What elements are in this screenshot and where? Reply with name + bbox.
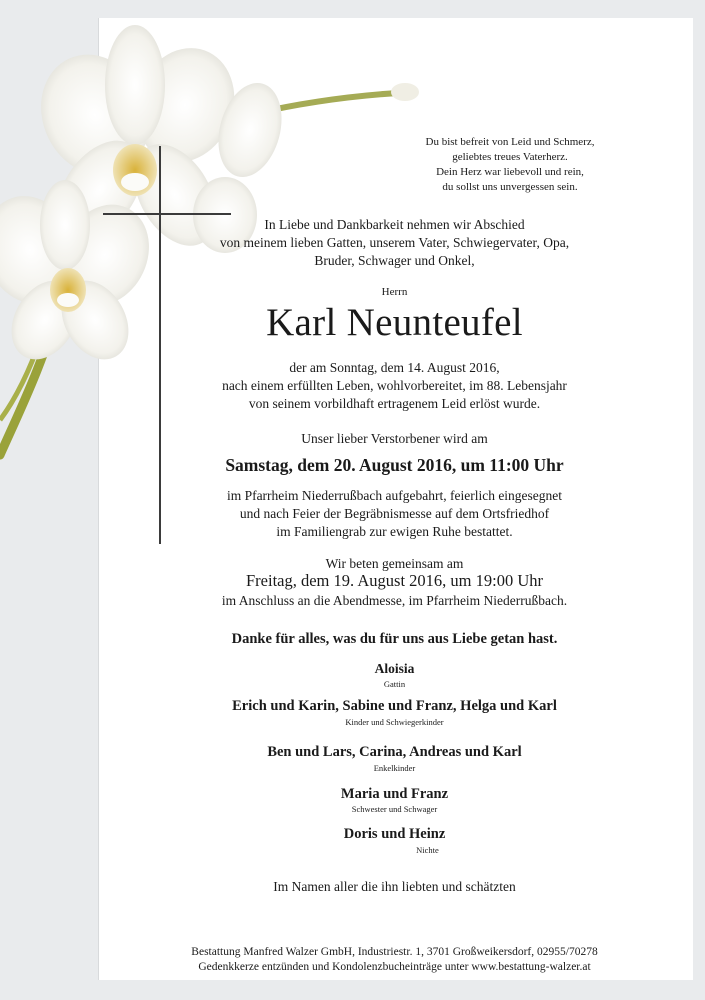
- footer-line: Gedenkkerze entzünden und Kondolenzbucheinträge unter www.bestattung-walzer.at: [198, 961, 591, 973]
- prayer-place: im Anschluss an die Abendmesse, im Pfarrheim Niederrußbach.: [221, 593, 568, 608]
- mourner-names: Ben und Lars, Carina, Andreas und Karl: [267, 744, 522, 760]
- mourner-relation: Nichte: [416, 845, 439, 855]
- poem-line: du sollst uns unvergessen sein.: [442, 181, 578, 193]
- funeral-details-line: im Pfarrheim Niederrußbach aufgebahrt, feierlich eingesegnet: [226, 488, 563, 503]
- mourner-names: Aloisia: [374, 661, 415, 676]
- intro-line: Bruder, Schwager und Onkel,: [314, 253, 475, 268]
- mourner-relation: Enkelkinder: [373, 763, 416, 773]
- mourner-names: Maria und Franz: [340, 786, 449, 802]
- poem-line: Dein Herz war liebevoll und rein,: [436, 166, 584, 178]
- poem: [360, 135, 660, 195]
- mourner-relation: Gattin: [383, 679, 406, 689]
- prayer-date: Freitag, dem 19. August 2016, um 19:00 Uhr: [246, 571, 543, 590]
- closing-line: Im Namen aller die ihn liebten und schätzten: [273, 879, 516, 894]
- death-notice-line: nach einem erfüllten Leben, wohlvorbereitet, im 88. Lebensjahr: [222, 378, 567, 393]
- mourner-relation: Schwester und Schwager: [351, 804, 438, 814]
- cross-bar: [103, 213, 231, 215]
- mourner-names: Erich und Karin, Sabine und Franz, Helga und Karl: [232, 698, 557, 714]
- prayer-intro: Wir beten gemeinsam am: [325, 556, 464, 571]
- funeral-intro: Unser lieber Verstorbener wird am: [301, 431, 488, 446]
- death-notice-line: von seinem vorbildhaft ertragenem Leid erlöst wurde.: [248, 396, 541, 411]
- death-notice-line: der am Sonntag, dem 14. August 2016,: [289, 360, 500, 375]
- intro-line: von meinem lieben Gatten, unserem Vater, Schwiegervater, Opa,: [219, 235, 570, 250]
- deceased-name: Karl Neunteufel: [266, 301, 523, 344]
- cross-icon: [159, 146, 161, 544]
- poem-line: geliebtes treues Vaterherz.: [452, 151, 568, 163]
- poem-line: Du bist befreit von Leid und Schmerz,: [425, 136, 595, 148]
- footer-line: Bestattung Manfred Walzer GmbH, Industriestr. 1, 3701 Großweikersdorf, 02955/70278: [191, 946, 598, 958]
- funeral-details-line: im Familiengrab zur ewigen Ruhe bestattet.: [276, 524, 513, 539]
- mourner-names: Doris und Heinz: [343, 826, 446, 842]
- mourner-relation: Kinder und Schwiegerkinder: [345, 717, 444, 727]
- intro-line: In Liebe und Dankbarkeit nehmen wir Abschied: [264, 217, 525, 232]
- funeral-date: Samstag, dem 20. August 2016, um 11:00 Uhr: [225, 455, 564, 475]
- salutation: Herrn: [381, 286, 408, 298]
- funeral-details-line: und nach Feier der Begräbnismesse auf dem Ortsfriedhof: [239, 506, 550, 521]
- thanks-line: Danke für alles, was du für uns aus Liebe getan hast.: [231, 631, 558, 647]
